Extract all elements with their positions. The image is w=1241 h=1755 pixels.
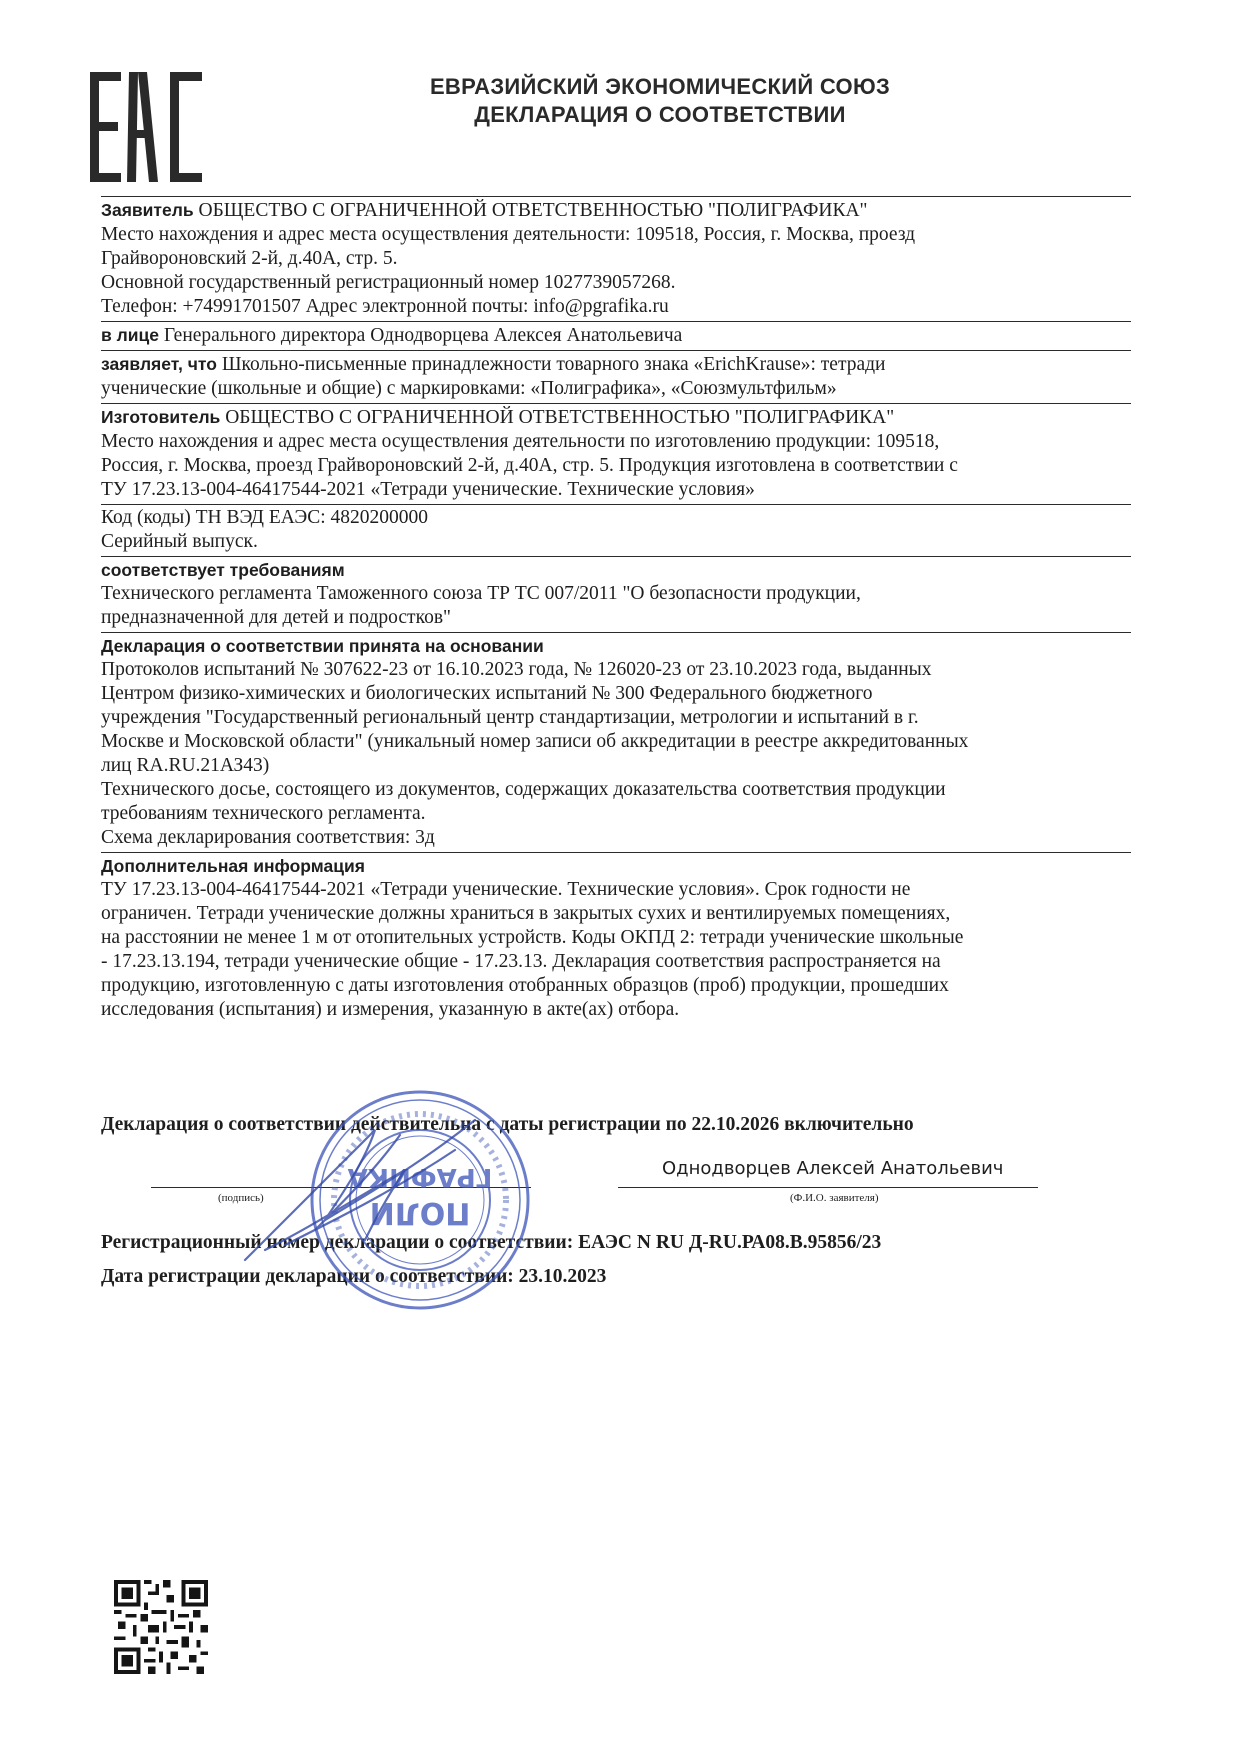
applicant-name: ОБЩЕСТВО С ОГРАНИЧЕННОЙ ОТВЕТСТВЕННОСТЬЮ "ПОЛИГРАФИКА"	[193, 200, 868, 221]
basis-line4: Москве и Московской области" (уникальный номер записи об аккредитации в реестре аккредитованных	[101, 731, 969, 752]
basis-line2: Центром физико-химических и биологических испытаний № 300 Федерального бюджетного	[101, 683, 873, 704]
manufacturer-section	[101, 403, 1131, 504]
declaration-scheme: Схема декларирования соответствия: 3д	[101, 827, 435, 848]
applicant-label: Заявитель	[101, 200, 194, 220]
stamp-top-text: ПОЛИ	[369, 1195, 471, 1230]
additional-section	[101, 852, 1131, 1024]
complies-section	[101, 556, 1131, 632]
additional-line6: исследования (испытания) и измерения, указанную в акте(ах) отбора.	[101, 999, 680, 1020]
manufacturer-name: ОБЩЕСТВО С ОГРАНИЧЕННОЙ ОТВЕТСТВЕННОСТЬЮ "ПОЛИГРАФИКА"	[220, 407, 895, 428]
declares-line2: ученические (школьные и общие) с маркировками: «Полиграфика», «Союзмультфильм»	[101, 378, 837, 399]
title-union: ЕВРАЗИЙСКИЙ ЭКОНОМИЧЕСКИЙ СОЮЗ	[429, 74, 891, 99]
additional-line3: на расстоянии не менее 1 м от отопительных устройств. Коды ОКПД 2: тетради ученические школьные	[101, 927, 964, 948]
represented-section	[101, 321, 1131, 350]
applicant-ogrn: Основной государственный регистрационный номер 1027739057268.	[101, 272, 676, 293]
signer-name: Однодворцев Алексей Анатольевич	[662, 1158, 1004, 1179]
manufacturer-line1: Место нахождения и адрес места осуществления деятельности по изготовлению продукции: 109518,	[101, 431, 940, 452]
validity-period: Декларация о соответствии действительна с даты регистрации по 22.10.2026 включительно	[101, 1114, 914, 1135]
basis-line5: лиц RA.RU.21АЗ43)	[101, 755, 270, 776]
complies-line1: Технического регламента Таможенного союза ТР ТС 007/2011 "О безопасности продукции,	[101, 583, 861, 604]
additional-line4: - 17.23.13.194, тетради ученические общие - 17.23.13. Декларация соответствия распространяется на	[101, 951, 941, 972]
eac-logo-icon	[90, 72, 205, 182]
registration-number: Регистрационный номер декларации о соответствии: ЕАЭС N RU Д-RU.РА08.В.95856/23	[101, 1232, 882, 1253]
declares-label: заявляет, что	[101, 354, 217, 374]
tn-ved-code: Код (коды) ТН ВЭД ЕАЭС: 4820200000	[101, 507, 429, 528]
additional-line2: ограничен. Тетради ученические должны храниться в закрытых сухих и вентилируемых помещениях,	[101, 903, 951, 924]
basis-line3: учреждения "Государственный региональный центр стандартизации, метрологии и испытаний в г.	[101, 707, 919, 728]
name-line	[618, 1187, 1038, 1188]
manufacturer-line3: ТУ 17.23.13-004-46417544-2021 «Тетради ученические. Технические условия»	[101, 479, 755, 500]
basis-line6: Технического досье, состоящего из документов, содержащих доказательства соответствия продукции	[101, 779, 946, 800]
applicant-address-line2: Грайвороновский 2-й, д.40А, стр. 5.	[101, 248, 398, 269]
signature-caption: (подпись)	[218, 1192, 264, 1204]
applicant-address-line1: Место нахождения и адрес места осуществления деятельности: 109518, Россия, г. Москва, проезд	[101, 224, 916, 245]
complies-line2: предназначенной для детей и подростков"	[101, 607, 451, 628]
serial-production: Серийный выпуск.	[101, 531, 258, 552]
basis-line7: требованиям технического регламента.	[101, 803, 426, 824]
declaration-body	[101, 196, 1131, 1024]
applicant-section	[101, 196, 1131, 321]
title-declaration: ДЕКЛАРАЦИЯ О СООТВЕТСТВИИ	[474, 102, 846, 127]
name-caption: (Ф.И.О. заявителя)	[790, 1192, 879, 1204]
additional-line1: ТУ 17.23.13-004-46417544-2021 «Тетради ученические. Технические условия». Срок годности не	[101, 879, 911, 900]
manufacturer-line2: Россия, г. Москва, проезд Грайвороновский 2-й, д.40А, стр. 5. Продукция изготовлена в соответствии с	[101, 455, 958, 476]
additional-label: Дополнительная информация	[101, 856, 365, 876]
complies-label: соответствует требованиям	[101, 560, 345, 580]
signature-scribble-icon	[225, 1110, 525, 1270]
applicant-contacts: Телефон: +74991701507 Адрес электронной почты: info@pgrafika.ru	[101, 296, 669, 317]
basis-line1: Протоколов испытаний № 307622-23 от 16.10.2023 года, № 126020-23 от 23.10.2023 года, выданных	[101, 659, 932, 680]
tn-ved-section	[101, 504, 1131, 556]
stamp-bottom-text: ГРАФИКА	[347, 1162, 493, 1192]
registration-date: Дата регистрации декларации о соответствии: 23.10.2023	[101, 1266, 607, 1287]
declares-line1: Школьно-письменные принадлежности товарного знака «ErichKrause»: тетради	[216, 354, 886, 375]
represented-text: Генерального директора Однодворцева Алексея Анатольевича	[159, 325, 683, 346]
basis-section	[101, 632, 1131, 852]
represented-label: в лице	[101, 325, 159, 345]
basis-label: Декларация о соответствии принята на основании	[101, 636, 544, 656]
manufacturer-label: Изготовитель	[101, 407, 221, 427]
declares-section	[101, 350, 1131, 403]
qr-code-icon	[114, 1580, 208, 1674]
additional-line5: продукцию, изготовленную с даты изготовления отобранных образцов (проб) продукции, прошедших	[101, 975, 949, 996]
